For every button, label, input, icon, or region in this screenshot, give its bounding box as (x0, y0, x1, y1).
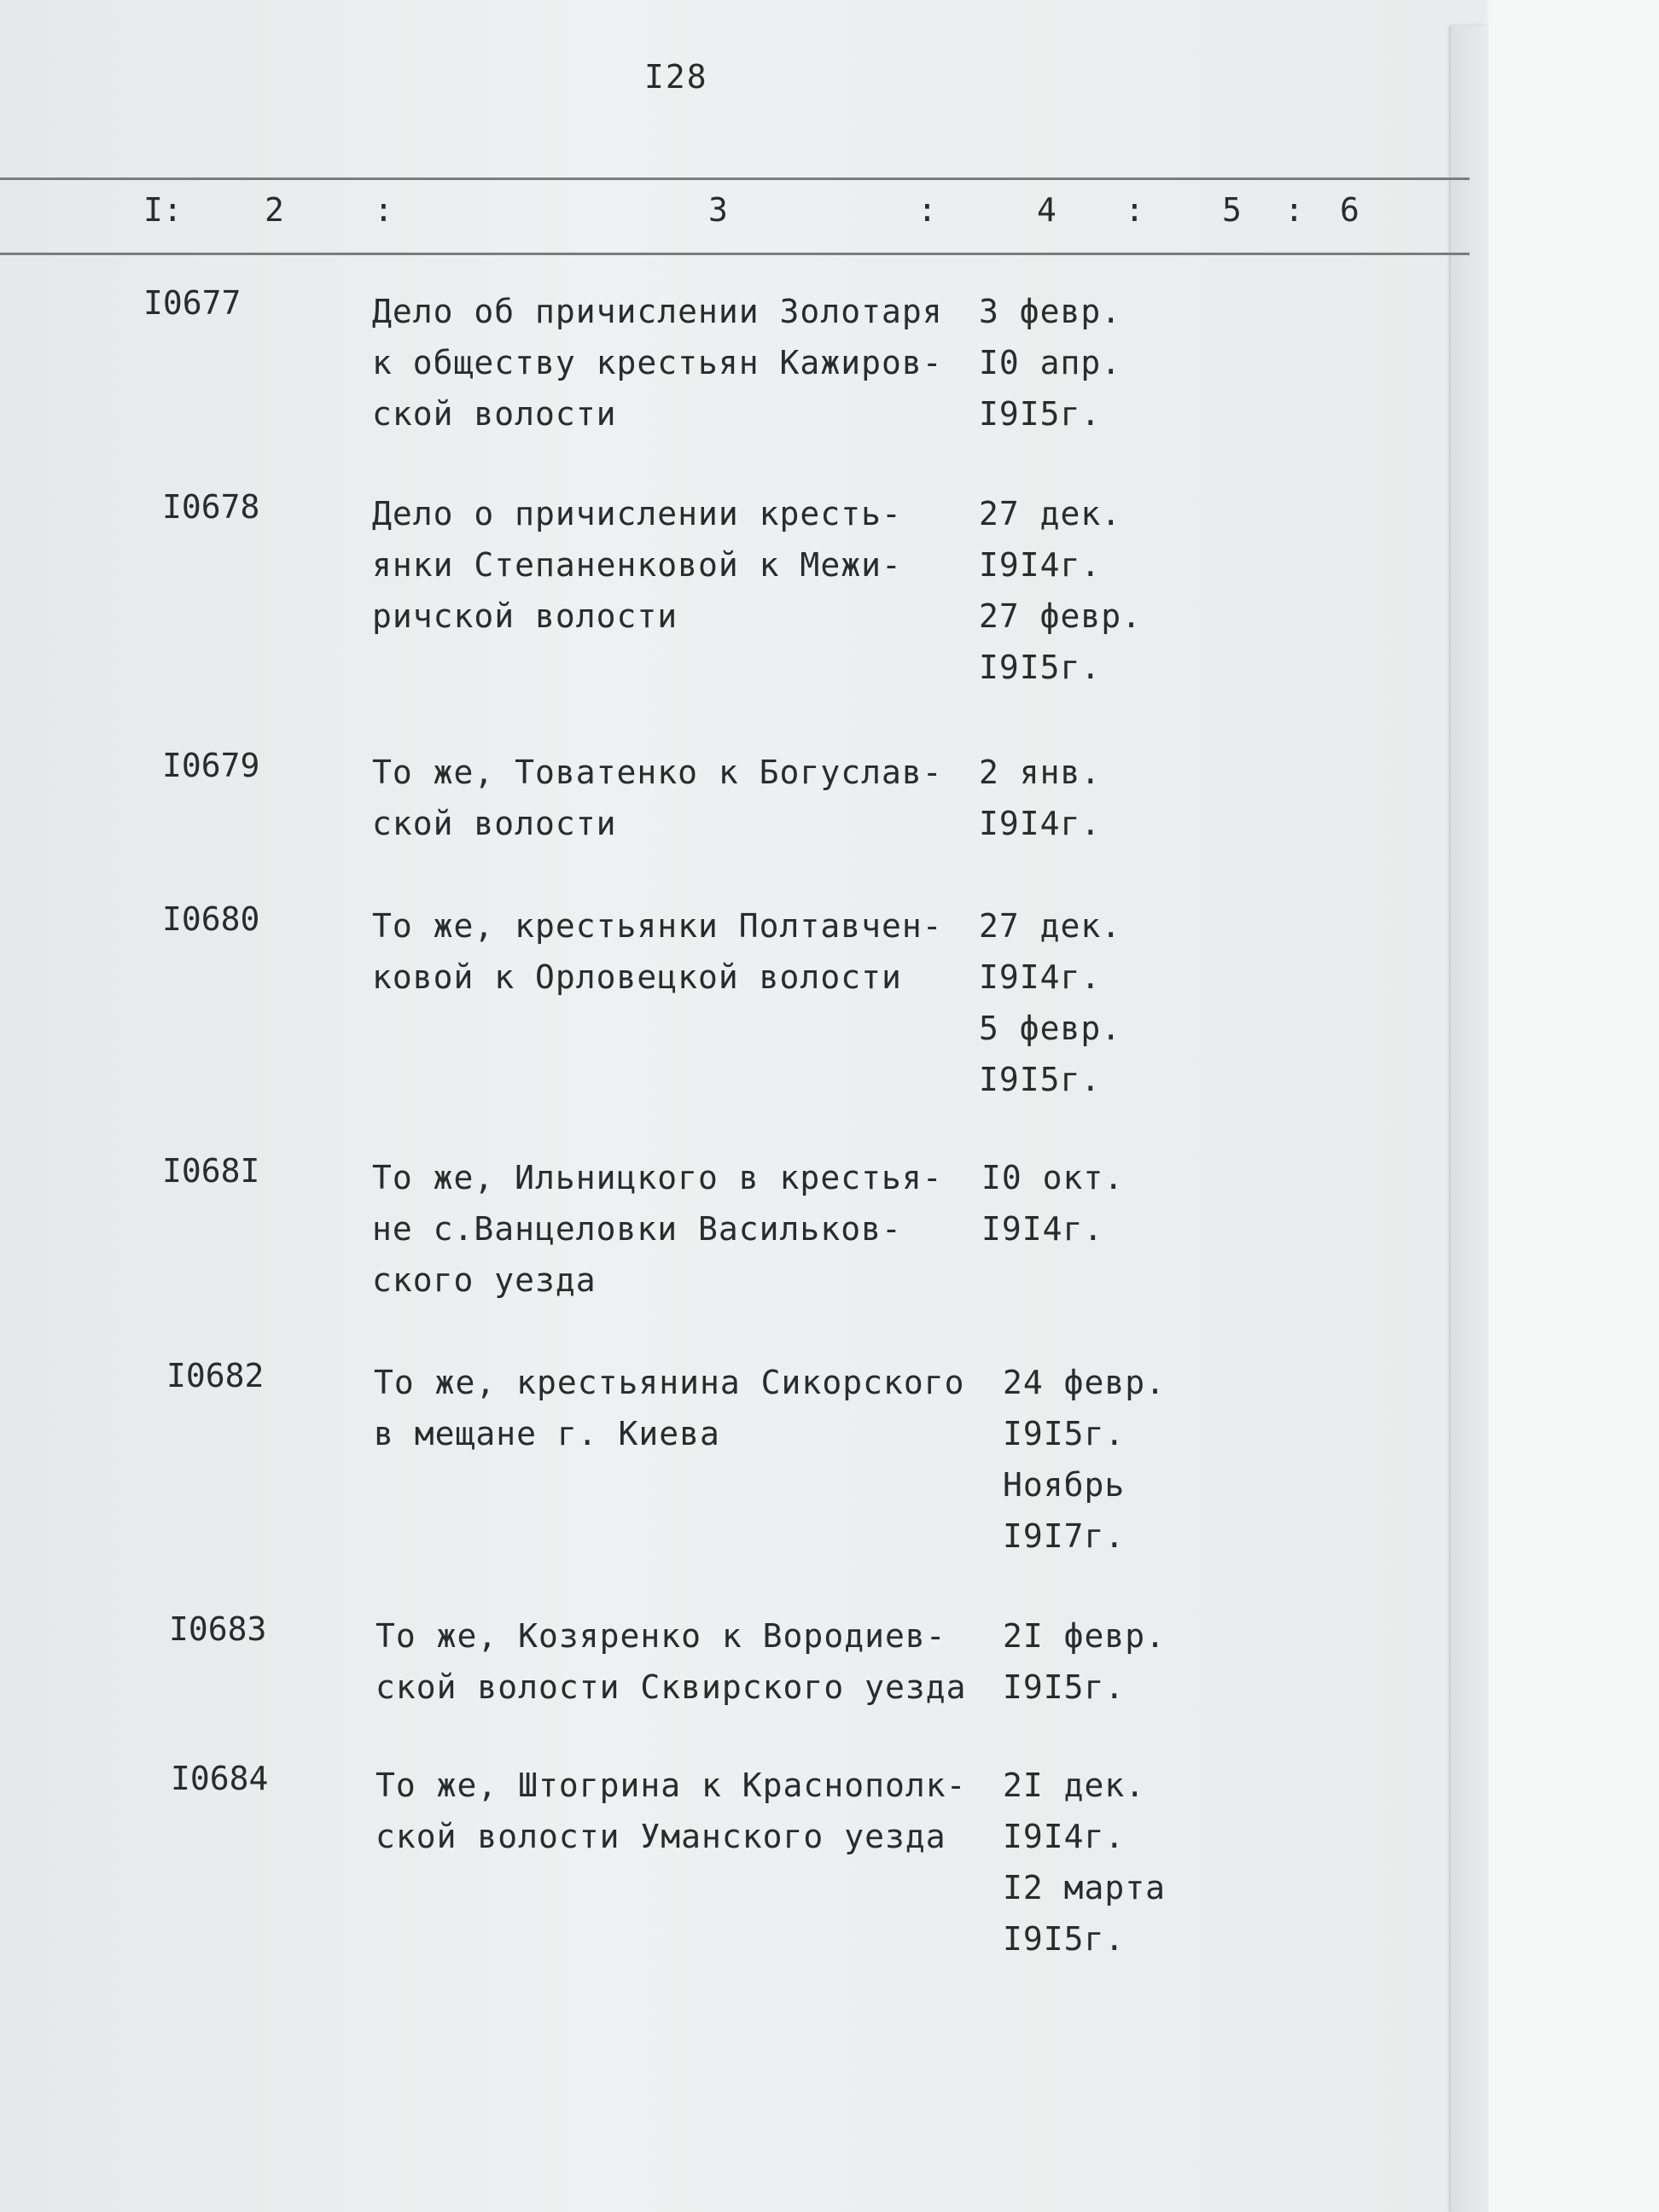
description-line: ского уезда (372, 1261, 597, 1299)
date-line: I0 окт. (981, 1159, 1125, 1196)
description-line: ской волости Сквирского уезда (375, 1668, 967, 1706)
record-dates (1003, 1760, 1166, 1965)
description-line: То же, Товатенко к Богуслав- (372, 754, 943, 791)
record-description (372, 1152, 943, 1306)
date-line: I9I4г. (979, 958, 1102, 996)
description-line: ской волости (372, 395, 617, 433)
record-description (372, 488, 902, 642)
date-line: I9I5г. (979, 395, 1102, 433)
record-number: I0678 (162, 488, 260, 526)
record-description (372, 747, 943, 849)
table-header-top-rule (0, 178, 1470, 180)
page-edge (1451, 26, 1488, 2212)
date-line: I9I4г. (1003, 1818, 1126, 1855)
date-line: I9I5г. (979, 649, 1102, 686)
date-line: I2 марта (1003, 1869, 1167, 1906)
record-number: I068I (162, 1152, 260, 1190)
date-line: Ноябрь (1003, 1466, 1126, 1504)
record-dates (1003, 1610, 1166, 1713)
record-number: I0683 (169, 1610, 267, 1648)
description-line: в мещане г. Киева (374, 1415, 720, 1452)
date-line: 27 дек. (979, 495, 1122, 533)
record-description (372, 286, 943, 439)
description-line: янки Степаненковой к Межи- (372, 546, 902, 584)
date-line: I9I5г. (1003, 1920, 1126, 1958)
column-separator: : (1125, 191, 1144, 229)
date-line: 24 февр. (1003, 1364, 1167, 1401)
column-header-3: 3 (708, 191, 728, 229)
date-line: I9I7г. (1003, 1517, 1126, 1555)
date-line: 27 дек. (979, 907, 1122, 945)
description-line: ричской волости (372, 597, 678, 635)
record-description (375, 1610, 966, 1713)
record-number: I0680 (162, 900, 260, 938)
record-description (372, 900, 943, 1003)
record-number: I0684 (171, 1760, 269, 1797)
column-header-4: 4 (1037, 191, 1057, 229)
description-line: То же, крестьянки Полтавчен- (372, 907, 943, 945)
column-separator: : (917, 191, 937, 229)
date-line: I9I4г. (979, 805, 1102, 842)
date-line: 3 февр. (979, 293, 1122, 330)
record-dates (981, 1152, 1124, 1254)
record-number: I0682 (166, 1357, 265, 1394)
table-header-bottom-rule (0, 253, 1470, 255)
column-separator: : (374, 191, 393, 229)
description-line: ской волости (372, 805, 617, 842)
date-line: I9I4г. (979, 546, 1102, 584)
description-line: ской волости Уманского уезда (375, 1818, 946, 1855)
description-line: То же, Козяренко к Вородиев- (375, 1617, 946, 1655)
record-dates (979, 286, 1121, 439)
column-header-6: 6 (1340, 191, 1359, 229)
date-line: I9I5г. (1003, 1668, 1126, 1706)
record-dates (979, 747, 1101, 849)
column-header-2: 2 (265, 191, 284, 229)
description-line: То же, крестьянина Сикорского (374, 1364, 965, 1401)
date-line: I9I4г. (981, 1210, 1104, 1248)
description-line: ковой к Орловецкой волости (372, 958, 902, 996)
date-line: 27 февр. (979, 597, 1143, 635)
date-line: 5 февр. (979, 1010, 1122, 1047)
description-line: к обществу крестьян Кажиров- (372, 344, 943, 381)
record-description (375, 1760, 966, 1862)
column-separator: : (1284, 191, 1304, 229)
date-line: I0 апр. (979, 344, 1122, 381)
column-header-5: 5 (1222, 191, 1242, 229)
date-line: 2 янв. (979, 754, 1102, 791)
record-description (374, 1357, 964, 1459)
description-line: То же, Ильницкого в крестья- (372, 1159, 943, 1196)
description-line: То же, Штогрина к Краснополк- (375, 1767, 967, 1804)
description-line: Дело об причислении Золотаря (372, 293, 943, 330)
date-line: 2I дек. (1003, 1767, 1146, 1804)
record-number: I0677 (143, 284, 242, 322)
background-surface (1488, 0, 1659, 2212)
record-dates (979, 488, 1142, 693)
description-line: не с.Ванцеловки Васильков- (372, 1210, 902, 1248)
date-line: 2I февр. (1003, 1617, 1167, 1655)
page-number: I28 (644, 58, 708, 96)
record-number: I0679 (162, 747, 260, 784)
description-line: Дело о причислении кресть- (372, 495, 902, 533)
column-header-1: I: (143, 191, 183, 229)
record-dates (979, 900, 1121, 1105)
date-line: I9I5г. (979, 1061, 1102, 1098)
record-dates (1003, 1357, 1166, 1562)
date-line: I9I5г. (1003, 1415, 1126, 1452)
